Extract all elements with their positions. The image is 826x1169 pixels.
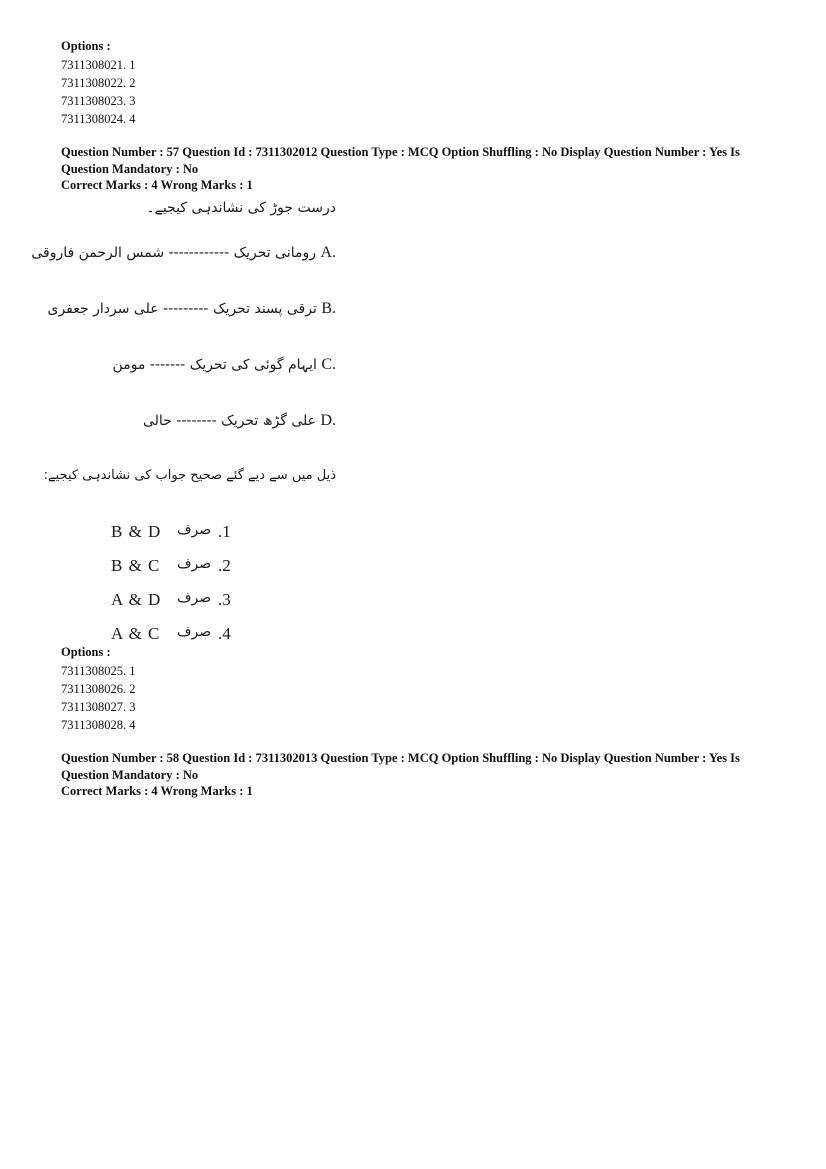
option-item: 7311308022. 2 — [61, 76, 136, 90]
option-item: 7311308027. 3 — [61, 700, 136, 714]
match-pair-b: B. ترقی پسند تحریک --------- علی سردار جعفری — [47, 300, 336, 317]
question-58 — [61, 750, 761, 800]
option-item: 7311308025. 1 — [61, 664, 136, 678]
match-pair-a: A. رومانی تحریک ------------ شمس الرحمن فاروقی — [31, 244, 336, 261]
match-pair-d: D. علی گڑھ تحریک -------- حالی — [142, 412, 336, 429]
question-title-urdu: درست جوڑ کی نشاندہی کیجیے۔ — [146, 200, 336, 216]
question-marks: Correct Marks : 4 Wrong Marks : 1 — [61, 178, 253, 192]
option-item: 7311308024. 4 — [61, 112, 136, 126]
options-block-prev — [61, 38, 761, 128]
options-label: Options : — [61, 645, 111, 659]
options-label: Options : — [61, 39, 111, 53]
option-item: 7311308023. 3 — [61, 94, 136, 108]
question-header-line2: Question Mandatory : No — [61, 161, 199, 176]
option-item: 7311308026. 2 — [61, 682, 136, 696]
question-57 — [31, 144, 761, 734]
option-item: 7311308021. 1 — [61, 58, 136, 72]
question-header-line2: Question Mandatory : No — [61, 767, 199, 782]
question-image: درست جوڑ کی نشاندہی کیجیے۔ A. رومانی تحریک ------------ شمس الرحمن فاروقی B. ترقی پسند تحریک --------- علی سردار جعفری C. ایہام گوئی کی تحریک ------- مومن D. علی گڑھ تحریک -------- حالی ذیل میں سے دیے گئے صحیح جواب کی نشاندہی کیجیے: B & D صرف .1 B & C صرف .2 A & D صرف .3 A & C صرف .4 — [31, 200, 336, 643]
question-header-line1: Question Number : 57 Question Id : 7311302012 Question Type : MCQ Option Shuffling : No Display Question Number : Yes Is — [61, 145, 740, 159]
question-header-line1: Question Number : 58 Question Id : 7311302013 Question Type : MCQ Option Shuffling : No Display Question Number : Yes Is — [61, 751, 740, 765]
document-page — [31, 38, 761, 800]
question-marks: Correct Marks : 4 Wrong Marks : 1 — [61, 784, 253, 798]
answer-instruction-urdu: ذیل میں سے دیے گئے صحیح جواب کی نشاندہی کیجیے: — [43, 468, 336, 483]
question-header — [61, 750, 751, 783]
match-pair-c: C. ایہام گوئی کی تحریک ------- مومن — [112, 356, 336, 373]
question-header — [61, 144, 751, 177]
option-item: 7311308028. 4 — [61, 718, 136, 732]
